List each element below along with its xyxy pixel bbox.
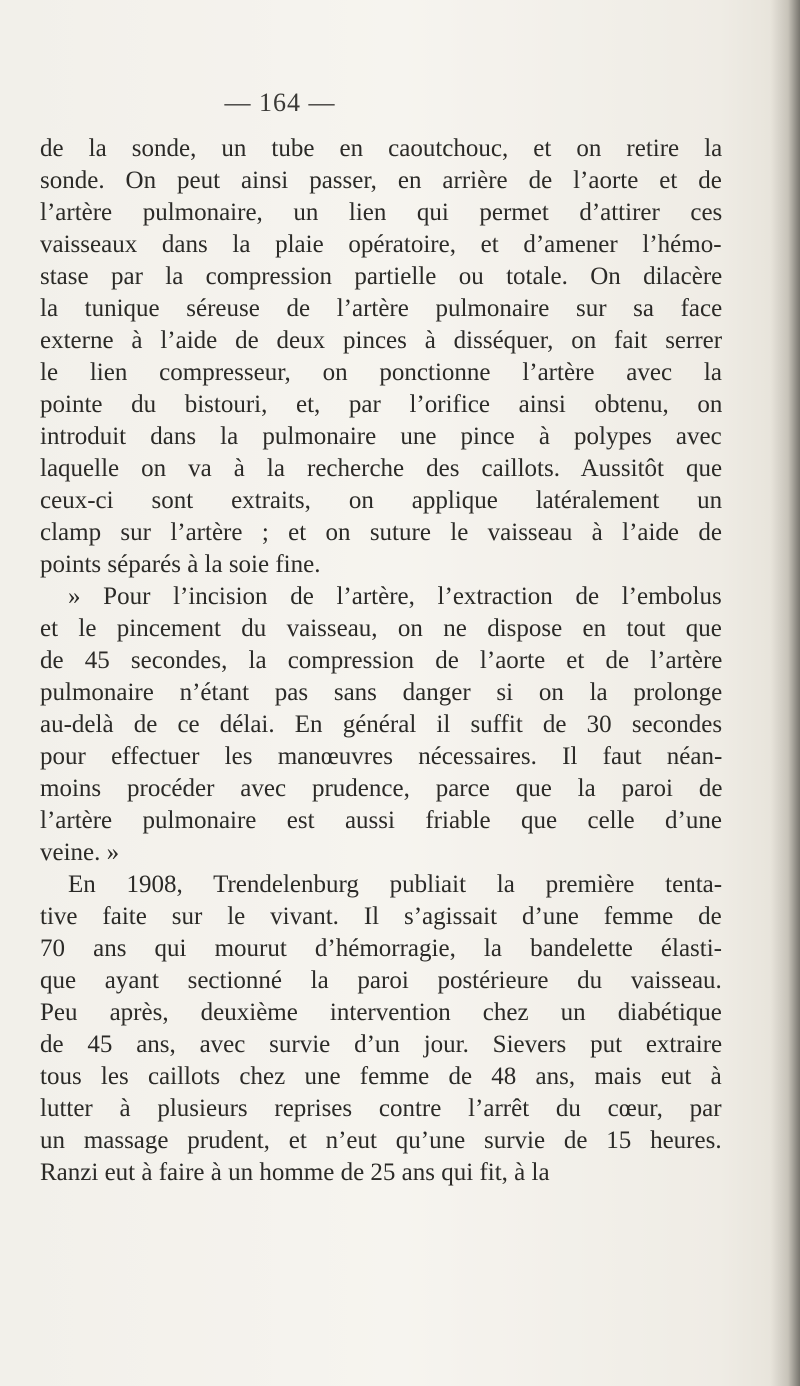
text-line: sonde. On peut ainsi passer, en arrière de l’aorte et de: [40, 167, 722, 194]
text-line: moins procéder avec prudence, parce que la paroi de: [40, 775, 723, 802]
text-line: pointe du bistouri, et, par l’orifice ainsi obtenu, on: [40, 391, 723, 418]
text-line: tive faite sur le vivant. Il s’agissait d’une femme de: [40, 903, 722, 930]
text-line: laquelle on va à la recherche des caillots. Aussitôt que: [40, 455, 723, 482]
text-line: En 1908, Trendelenburg publiait la première tenta-: [68, 871, 723, 898]
text-line: lutter à plusieurs reprises contre l’arrêt du cœur, par: [40, 1095, 722, 1122]
text-line: l’artère pulmonaire est aussi friable que celle d’une: [40, 807, 722, 834]
text-line: un massage prudent, et n’eut qu’une survie de 15 heures.: [40, 1127, 722, 1154]
text-line: pour effectuer les manœuvres nécessaires. Il faut néan-: [40, 743, 723, 770]
text-line: au-delà de ce délai. En général il suffit de 30 secondes: [40, 711, 723, 738]
text-line: vaisseaux dans la plaie opératoire, et d’amener l’hémo-: [40, 231, 722, 258]
text-line: introduit dans la pulmonaire une pince à polypes avec: [40, 423, 722, 450]
page-number: — 164 —: [224, 88, 336, 117]
text-line: que ayant sectionné la paroi postérieure du vaisseau.: [40, 967, 722, 994]
text-line: la tunique séreuse de l’artère pulmonaire sur sa face: [40, 295, 723, 322]
text-line: de 45 secondes, la compression de l’aorte et de l’artère: [40, 647, 723, 674]
text-line: Ranzi eut à faire à un homme de 25 ans qui fit, à la: [40, 1159, 550, 1186]
text-line: tous les caillots chez une femme de 48 ans, mais eut à: [40, 1063, 722, 1090]
text-line: de 45 ans, avec survie d’un jour. Sievers put extraire: [40, 1031, 723, 1058]
text-line: stase par la compression partielle ou totale. On dilacère: [40, 263, 723, 290]
text-line: de la sonde, un tube en caoutchouc, et on retire la: [40, 135, 723, 162]
page-edge-shadow: [770, 0, 800, 1386]
text-line: et le pincement du vaisseau, on ne dispose en tout que: [40, 615, 722, 642]
text-line: le lien compresseur, on ponctionne l’artère avec la: [40, 359, 722, 386]
text-line: 70 ans qui mourut d’hémorragie, la bandelette élasti-: [40, 935, 722, 962]
text-line: ceux-ci sont extraits, on applique latéralement un: [40, 487, 723, 514]
text-line: externe à l’aide de deux pinces à disséquer, on fait serrer: [40, 327, 723, 354]
text-line: l’artère pulmonaire, un lien qui permet d’attirer ces: [40, 199, 723, 226]
text-line: pulmonaire n’étant pas sans danger si on la prolonge: [40, 679, 723, 706]
text-line: clamp sur l’artère ; et on suture le vaisseau à l’aide de: [40, 519, 722, 546]
text-line: points séparés à la soie fine.: [40, 551, 321, 578]
text-line: Peu après, deuxième intervention chez un diabétique: [40, 999, 722, 1026]
text-line: veine. »: [40, 839, 120, 866]
text-line: » Pour l’incision de l’artère, l’extraction de l’embolus: [68, 583, 722, 610]
